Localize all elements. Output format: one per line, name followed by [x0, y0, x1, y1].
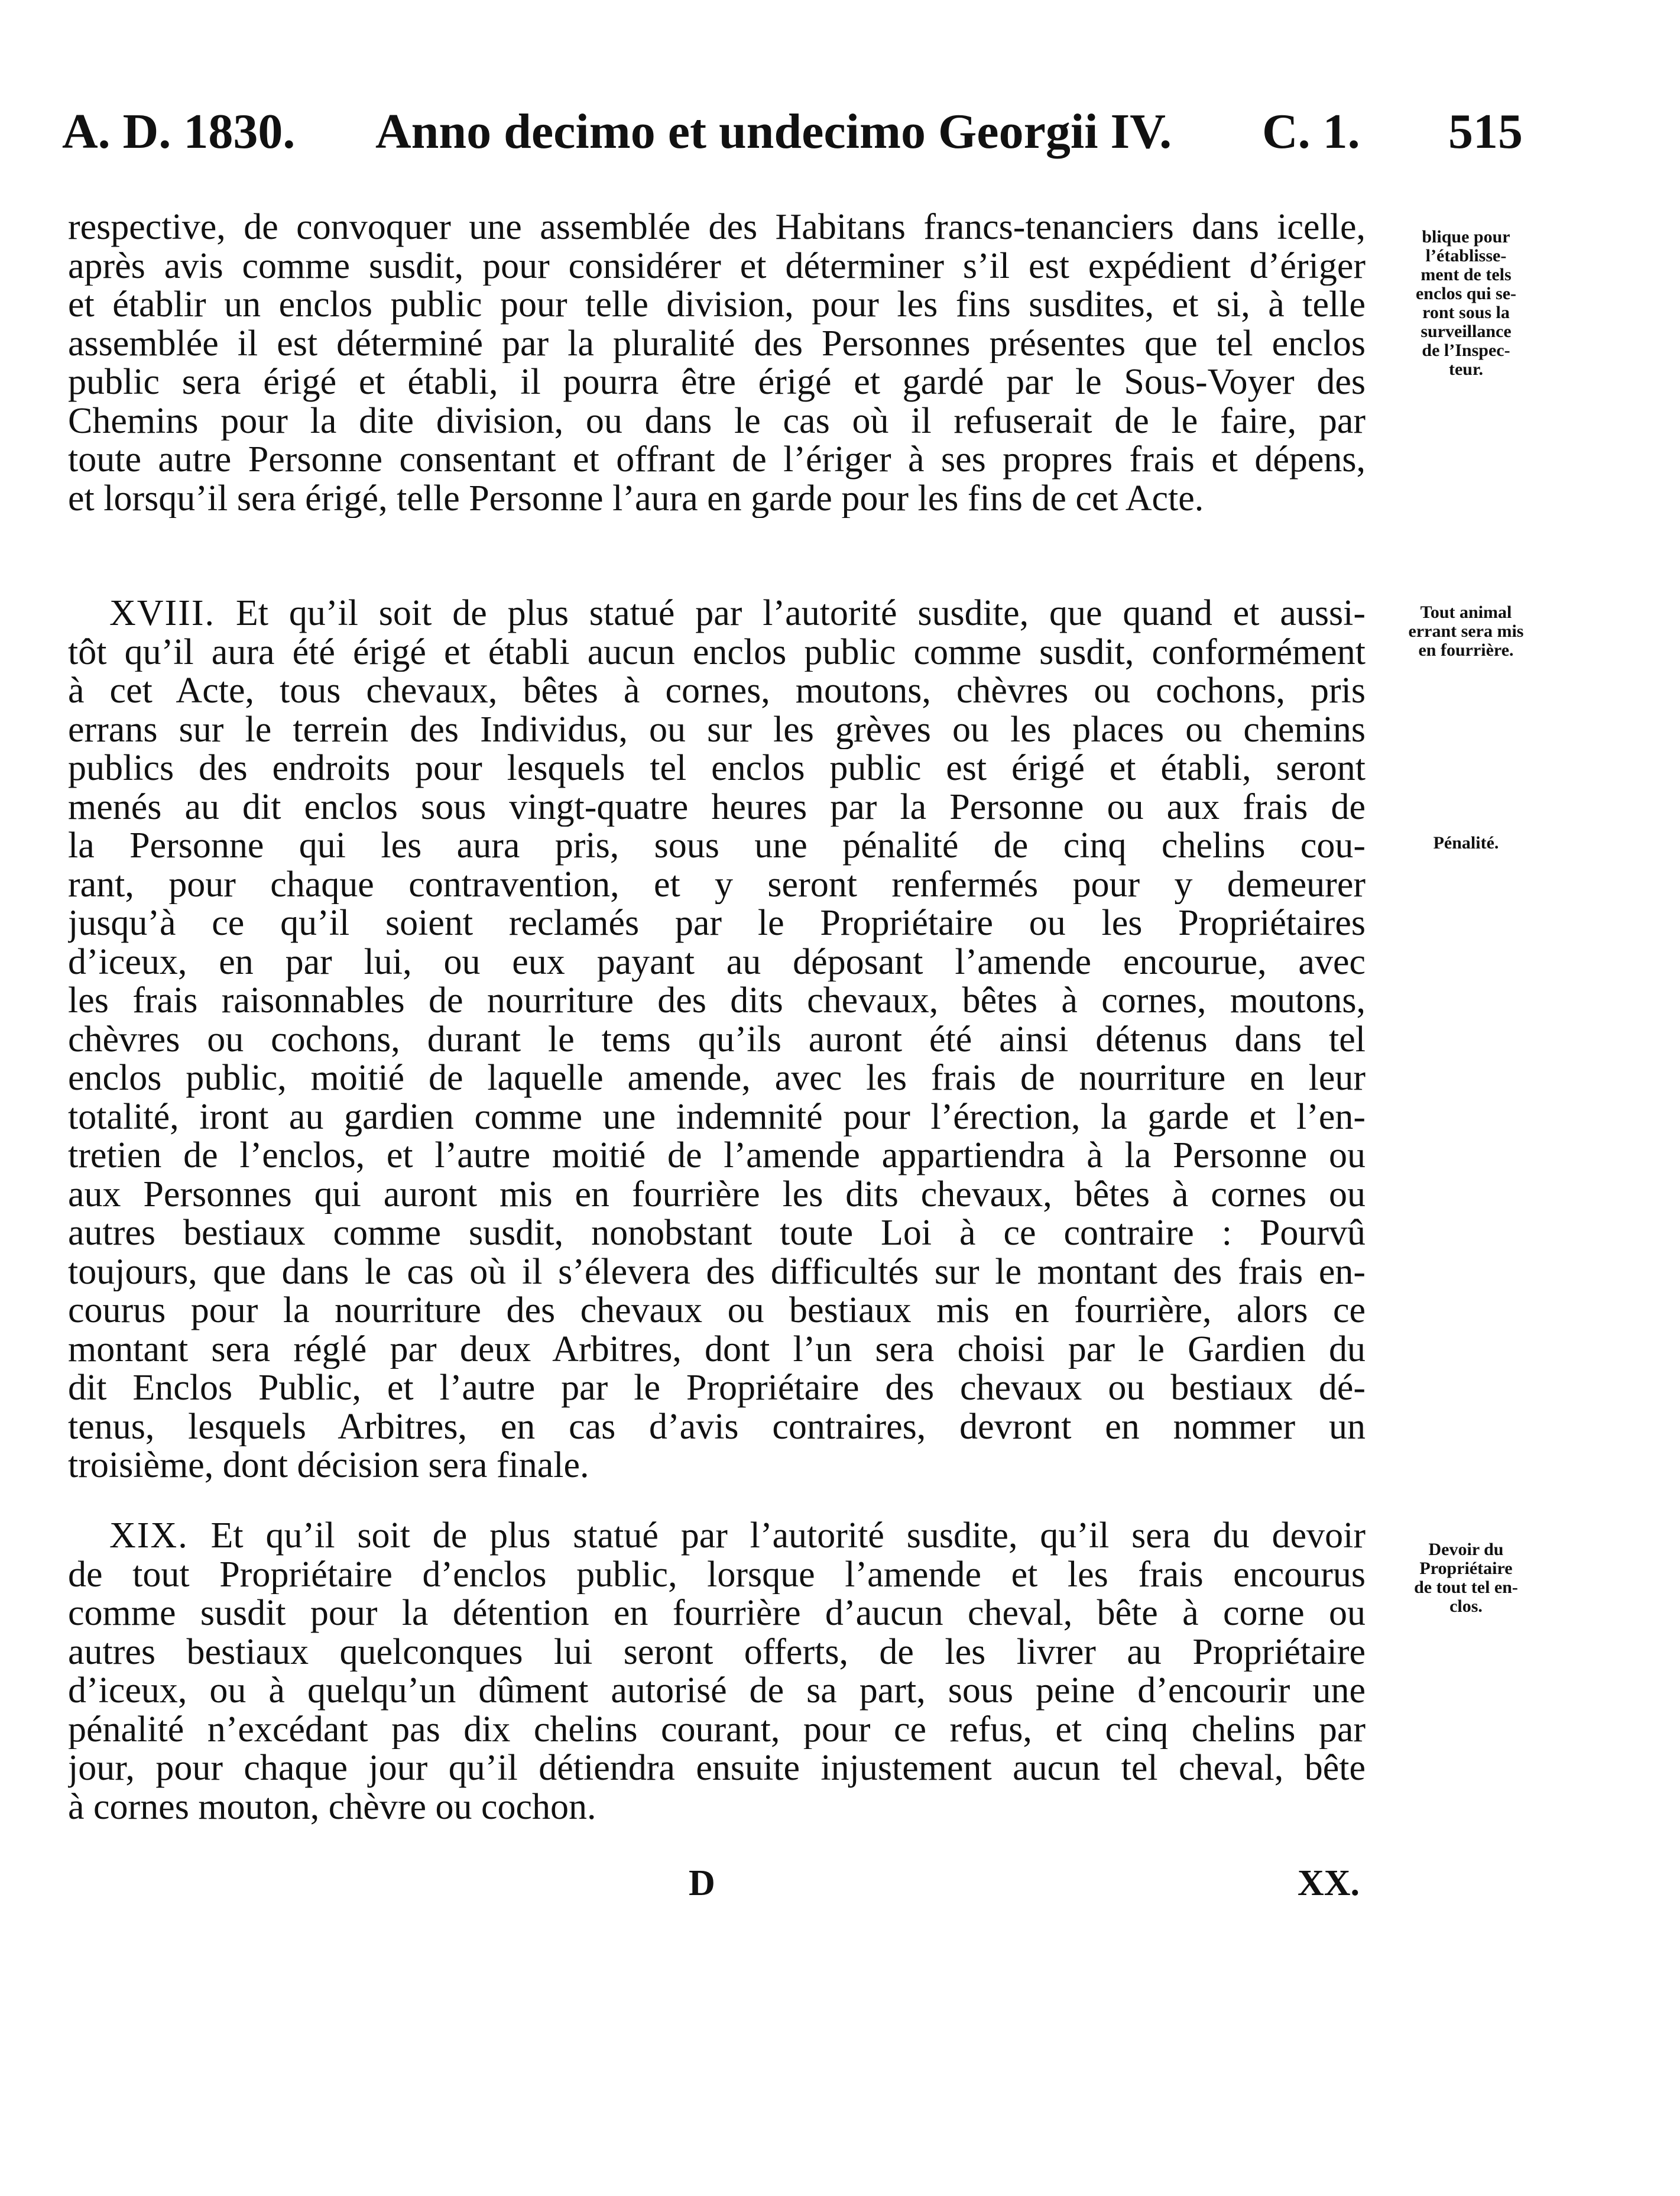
text-line: menés au dit enclos sous vingt-quatre heures par la Personne ou aux frais de — [68, 788, 1366, 827]
text-line: à cet Acte, tous chevaux, bêtes à cornes, moutons, chèvres ou cochons, pris — [68, 672, 1366, 711]
text-line: tôt qu’il aura été érigé et établi aucun enclos public comme susdit, conformément — [68, 633, 1366, 672]
margin-line: teur. — [1448, 359, 1484, 379]
margin-line: clos. — [1449, 1596, 1483, 1616]
text-line: les frais raisonnables de nourriture des dits chevaux, bêtes à cornes, moutons, — [68, 982, 1366, 1021]
text-line: publics des endroits pour lesquels tel enclos public est érigé et établi, seront — [68, 749, 1366, 788]
text-line: d’iceux, en par lui, ou eux payant au déposant l’amende encourue, avec — [68, 942, 1366, 982]
section-number: XVIII. — [109, 594, 215, 633]
text-line: dit Enclos Public, et l’autre par le Propriétaire des chevaux ou bestiaux dé- — [68, 1369, 1366, 1408]
text-line: de tout Propriétaire d’enclos public, lorsque l’amende et les frais encourus — [68, 1555, 1366, 1594]
text-line-first — [68, 594, 1366, 633]
signature-mark: D — [689, 1863, 715, 1903]
text-line: montant sera réglé par deux Arbitres, dont l’un sera choisi par le Gardien du — [68, 1330, 1366, 1369]
margin-line: ront sous la — [1422, 303, 1510, 322]
text-line: rant, pour chaque contravention, et y seront renfermés pour y demeurer — [68, 865, 1366, 904]
text-line: Et qu’il soit de plus statué par l’autorité susdite, que quand et aussi- — [235, 594, 1366, 633]
text-line: jusqu’à ce qu’il soient reclamés par le Propriétaire ou les Propriétaires — [68, 904, 1366, 943]
text-line: assemblée il est déterminé par la pluralité des Personnes présentes que tel enclos — [68, 324, 1366, 363]
section-xviii — [68, 594, 1366, 1485]
margin-line: blique pour — [1422, 227, 1510, 247]
text-line: toujours, que dans le cas où il s’élevera des difficultés sur le montant des frais en- — [68, 1252, 1366, 1291]
text-line: chèvres ou cochons, durant le tems qu’ils auront été ainsi détenus dans tel — [68, 1020, 1366, 1059]
text-line: jour, pour chaque jour qu’il détiendra ensuite injustement aucun tel cheval, bête — [68, 1749, 1366, 1788]
margin-note-enclos — [1386, 228, 1546, 379]
text-line: public sera érigé et établi, il pourra être érigé et gardé par le Sous-Voyer des — [68, 363, 1366, 402]
text-line: tenus, lesquels Arbitres, en cas d’avis contraires, devront en nommer un — [68, 1407, 1366, 1446]
text-line: courus pour la nourriture des chevaux ou bestiaux mis en fourrière, alors ce — [68, 1291, 1366, 1330]
margin-note-devoir — [1386, 1540, 1546, 1616]
text-line: à cornes mouton, chèvre ou cochon. — [68, 1787, 596, 1826]
margin-line: Tout animal — [1420, 603, 1512, 622]
paragraph-continuation — [68, 208, 1366, 518]
text-line: et établir un enclos public pour telle division, pour les fins susdites, et si, à telle — [68, 286, 1366, 325]
margin-line: ment de tels — [1420, 265, 1512, 284]
margin-line: errant sera mis — [1408, 621, 1524, 641]
margin-line: l’établisse- — [1425, 246, 1507, 265]
text-line: d’iceux, ou à quelqu’un dûment autorisé de sa part, sous peine d’encourir une — [68, 1672, 1366, 1711]
text-line: Chemins pour la dite division, ou dans le cas où il refuserait de le faire, par — [68, 401, 1366, 441]
catchword: XX. — [1298, 1863, 1360, 1903]
text-line: totalité, iront au gardien comme une indemnité pour l’érection, la garde et l’en- — [68, 1097, 1366, 1136]
margin-line: Devoir du — [1428, 1540, 1504, 1559]
text-line: errans sur le terrein des Individus, ou sur les grèves ou les places ou chemins — [68, 710, 1366, 749]
section-number: XIX. — [109, 1517, 189, 1556]
text-line: respective, de convoquer une assemblée des Habitans francs-tenanciers dans icelle, — [68, 208, 1366, 247]
margin-line: Pénalité. — [1433, 833, 1499, 853]
text-line: toute autre Personne consentant et offrant de l’ériger à ses propres frais et dépens, — [68, 441, 1366, 480]
text-line: la Personne qui les aura pris, sous une pénalité de cinq chelins cou- — [68, 827, 1366, 866]
margin-note-fourriere — [1386, 603, 1546, 660]
text-line: aux Personnes qui auront mis en fourrière les dits chevaux, bêtes à cornes ou — [68, 1175, 1366, 1214]
margin-note-penalite — [1386, 834, 1546, 853]
header-chapter: C. 1. — [1262, 104, 1360, 159]
margin-line: Propriétaire — [1419, 1559, 1513, 1578]
text-line: et lorsqu’il sera érigé, telle Personne l’aura en garde pour les fins de cet Acte. — [68, 479, 1204, 518]
text-line: tretien de l’enclos, et l’autre moitié de l’amende appartiendra à la Personne ou — [68, 1136, 1366, 1175]
section-xix — [68, 1517, 1366, 1826]
margin-line: enclos qui se- — [1415, 284, 1516, 303]
text-line: autres bestiaux quelconques lui seront offerts, de les livrer au Propriétaire — [68, 1633, 1366, 1672]
margin-line: de tout tel en- — [1414, 1578, 1518, 1597]
page-number: 515 — [1448, 104, 1523, 159]
text-line: après avis comme susdit, pour considérer et déterminer s’il est expédient d’ériger — [68, 247, 1366, 286]
header-year: A. D. 1830. — [62, 104, 296, 159]
text-line: comme susdit pour la détention en fourrière d’aucun cheval, bête à corne ou — [68, 1594, 1366, 1633]
text-line: Et qu’il soit de plus statué par l’autorité susdite, qu’il sera du devoir — [210, 1517, 1366, 1556]
margin-line: en fourrière. — [1418, 640, 1514, 660]
running-header — [62, 99, 1552, 164]
text-line-first — [68, 1517, 1366, 1556]
text-line: enclos public, moitié de laquelle amende, avec les frais de nourriture en leur — [68, 1059, 1366, 1098]
text-line: troisième, dont décision sera finale. — [68, 1446, 589, 1485]
text-line: autres bestiaux comme susdit, nonobstant toute Loi à ce contraire : Pourvû — [68, 1214, 1366, 1253]
text-line: pénalité n’excédant pas dix chelins courant, pour ce refus, et cinq chelins par — [68, 1710, 1366, 1749]
margin-line: surveillance — [1420, 322, 1512, 341]
margin-line: de l’Inspec- — [1422, 341, 1510, 360]
header-title: Anno decimo et undecimo Georgii IV. — [375, 104, 1172, 159]
